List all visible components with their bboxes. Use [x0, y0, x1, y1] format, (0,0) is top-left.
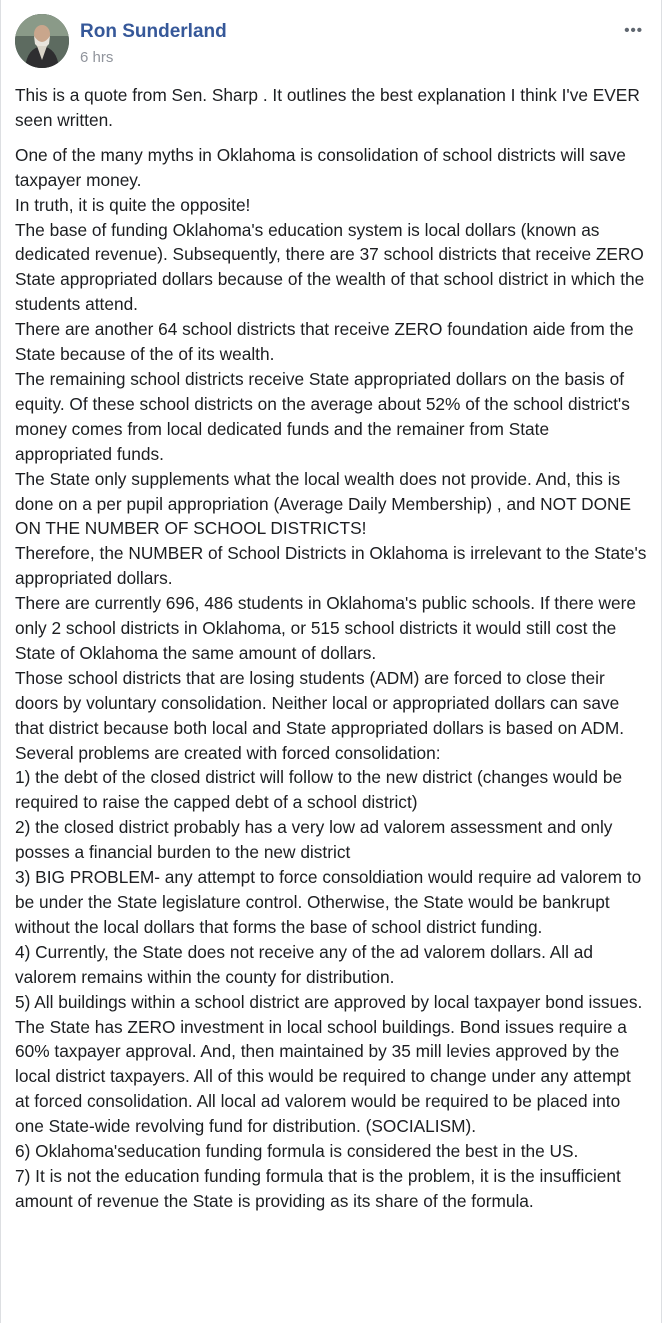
post-body: [15, 83, 647, 1214]
avatar-image: [15, 14, 69, 68]
post-intro: This is a quote from Sen. Sharp . It outlines the best explanation I think I've EVER seen written.: [15, 85, 640, 130]
post-paragraph: 3) BIG PROBLEM- any attempt to force consoldiation would require ad valorem to be under the State legislature control. Otherwise, the State would be bankrupt without the local dollars that forms the base of school district funding.: [15, 867, 642, 937]
post-paragraph: Several problems are created with forced consolidation:: [15, 742, 441, 763]
post-header: [15, 14, 645, 74]
post-timestamp[interactable]: 6 hrs: [80, 49, 114, 66]
post-paragraph: 1) the debt of the closed district will follow to the new district (changes would be required to raise the capped debt of a school district): [15, 767, 623, 813]
post-paragraph: 2) the closed district probably has a very low ad valorem assessment and only posses a financial burden to the new district: [15, 817, 613, 863]
post-paragraph: The State only supplements what the local wealth does not provide. And, this is done on a per pupil appropriation (Average Daily Membership) , and NOT DONE ON THE NUMBER OF SCHOOL DISTRICTS!: [15, 468, 632, 539]
post-paragraph: There are another 64 school districts that receive ZERO foundation aide from the State because of the of its wealth.: [15, 319, 634, 365]
post-paragraph: 5) All buildings within a school district are approved by local taxpayer bond issues. The State has ZERO investment in local school buildings. Bond issues require a 60% taxpayer approval. And, then maintained by 35 mill levies approved by the local district taxpayers. All of this would be required to change under any attempt at forced consolidation. All local ad valorem would be required to be placed into one State-wide revolving fund for distribution. (SOCIALISM).: [15, 991, 643, 1137]
post-paragraph: 4) Currently, the State does not receive any of the ad valorem dollars. All ad valorem remains within the county for distribution.: [15, 941, 593, 987]
post-paragraph: The remaining school districts receive State appropriated dollars on the basis of equity. Of these school districts on the average about 52% of the school district's money comes from local dedicated funds and the remainer from State appropriated funds.: [15, 368, 630, 464]
post-paragraph: 6) Oklahoma'seducation funding formula is considered the best in the US.: [15, 1141, 579, 1162]
avatar[interactable]: [15, 14, 69, 68]
post-paragraph: 7) It is not the education funding formula that is the problem, it is the insufficient amount of revenue the State is providing as its share of the formula.: [15, 1165, 621, 1211]
author-name[interactable]: Ron Sunderland: [80, 21, 227, 42]
post-paragraph: There are currently 696, 486 students in Oklahoma's public schools. If there were only 2 school districts in Oklahoma, or 515 school districts it would still cost the State of Oklahoma the same amount of dollars.: [15, 593, 636, 663]
post-paragraph: Therefore, the NUMBER of School Districts in Oklahoma is irrelevant to the State's appropriated dollars.: [15, 543, 647, 589]
ellipsis-icon[interactable]: •••: [624, 22, 643, 39]
post-paragraph: One of the many myths in Oklahoma is consolidation of school districts will save taxpayer money.: [15, 144, 626, 190]
post-paragraph: In truth, it is quite the opposite!: [15, 194, 251, 215]
post-paragraph: The base of funding Oklahoma's education system is local dollars (known as dedicated revenue). Subsequently, there are 37 school districts that receive ZERO State appropriated dollars because of the wealth of that school district in which the students attend.: [15, 219, 645, 315]
post-paragraph: Those school districts that are losing students (ADM) are forced to close their doors by voluntary consolidation. Neither local or appropriated dollars can save that district because both local and State appropriated dollars is based on ADM.: [15, 667, 625, 738]
